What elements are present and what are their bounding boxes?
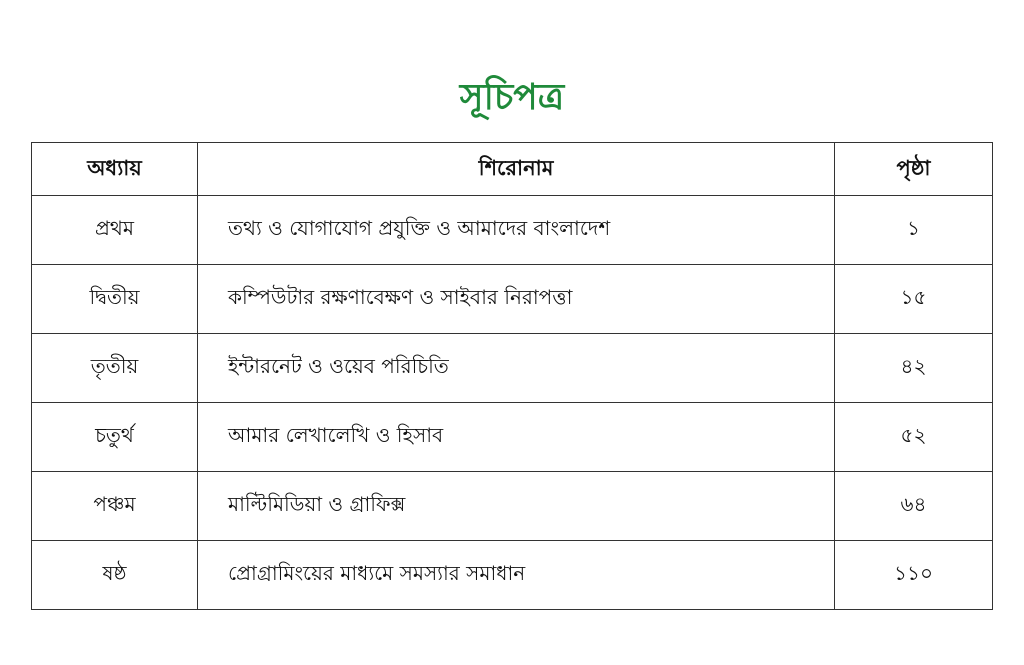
- row-title: আমার লেখালেখি ও হিসাব: [198, 403, 835, 472]
- row-title: কম্পিউটার রক্ষণাবেক্ষণ ও সাইবার নিরাপত্তা: [198, 265, 835, 334]
- header-chapter: অধ্যায়: [32, 143, 198, 196]
- table-row: [32, 265, 993, 334]
- row-title: তথ্য ও যোগাযোগ প্রযুক্তি ও আমাদের বাংলাদেশ: [198, 196, 835, 265]
- row-chapter: ষষ্ঠ: [32, 541, 198, 610]
- row-page: ৪২: [835, 334, 993, 403]
- table-row: [32, 403, 993, 472]
- row-chapter: পঞ্চম: [32, 472, 198, 541]
- header-title: শিরোনাম: [198, 143, 835, 196]
- table-of-contents: [31, 142, 993, 610]
- row-chapter: দ্বিতীয়: [32, 265, 198, 334]
- page-title: সূচিপত্র: [459, 77, 565, 119]
- table-row: [32, 472, 993, 541]
- row-title: প্রোগ্রামিংয়ের মাধ্যমে সমস্যার সমাধান: [198, 541, 835, 610]
- row-title: ইন্টারনেট ও ওয়েব পরিচিতি: [198, 334, 835, 403]
- table-row: [32, 334, 993, 403]
- row-page: ১: [835, 196, 993, 265]
- row-page: ৫২: [835, 403, 993, 472]
- row-page: ১১০: [835, 541, 993, 610]
- table-header-row: [32, 143, 993, 196]
- table-row: [32, 196, 993, 265]
- header-page: পৃষ্ঠা: [835, 143, 993, 196]
- row-page: ১৫: [835, 265, 993, 334]
- table-row: [32, 541, 993, 610]
- row-title: মাল্টিমিডিয়া ও গ্রাফিক্স: [198, 472, 835, 541]
- row-chapter: চতুর্থ: [32, 403, 198, 472]
- row-page: ৬৪: [835, 472, 993, 541]
- row-chapter: তৃতীয়: [32, 334, 198, 403]
- row-chapter: প্রথম: [32, 196, 198, 265]
